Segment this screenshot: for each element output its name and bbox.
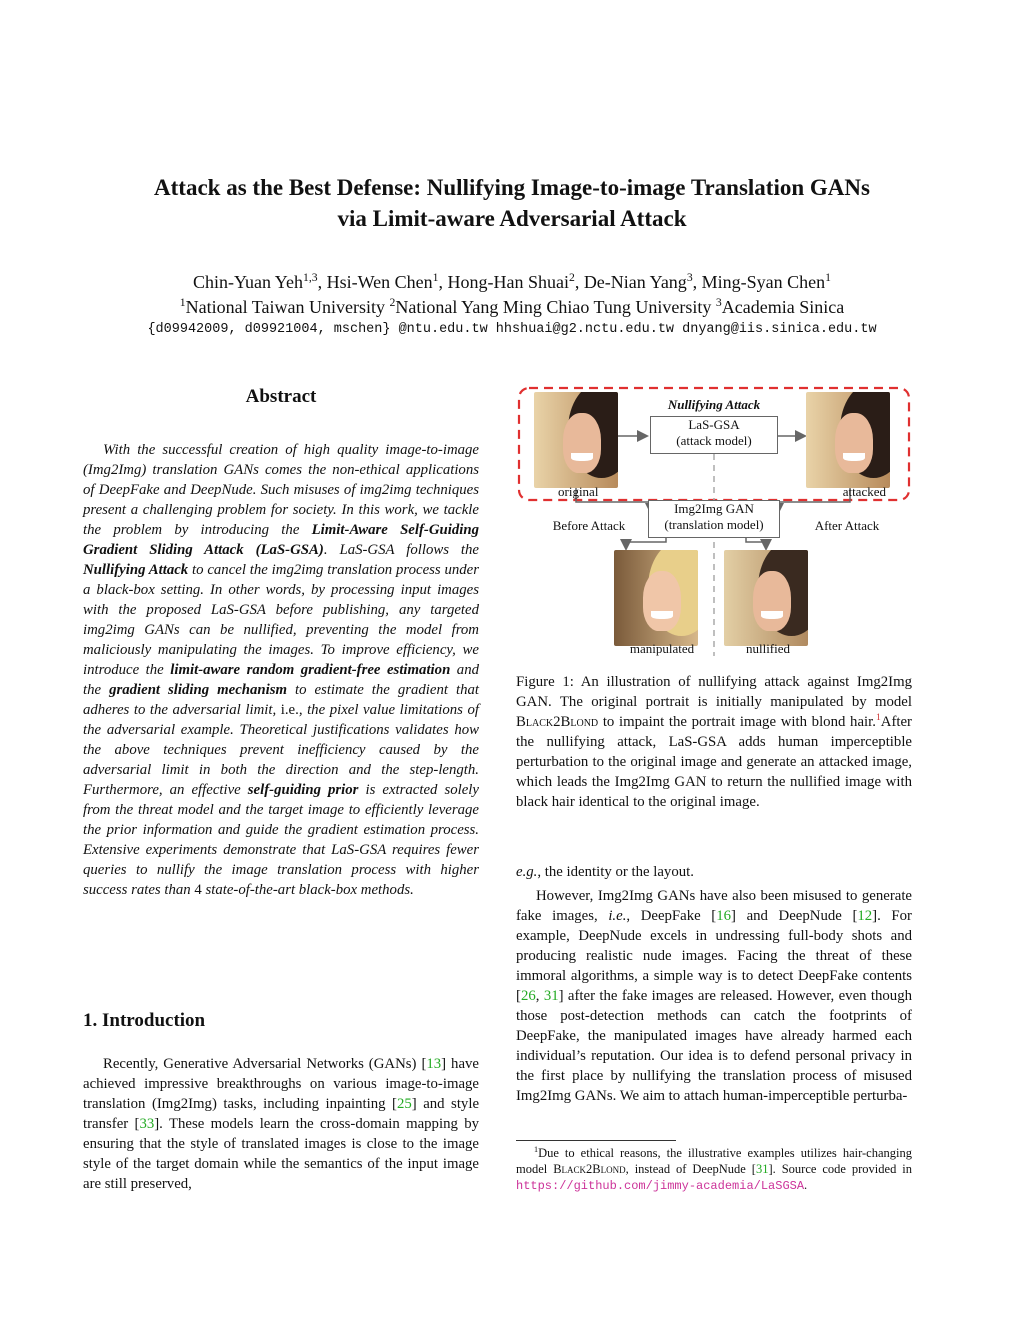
footnote-marker[interactable]: 1 (875, 712, 881, 724)
box-label: (attack model) (676, 433, 752, 448)
author-name: Hong-Han Shuai (447, 272, 569, 292)
intro-paragraph (83, 1054, 479, 1194)
figure-1 (516, 384, 912, 656)
original-portrait (534, 392, 618, 488)
abstract-span: to estimate the gradient that adheres to the adversarial limit, (83, 682, 479, 718)
affil-marker: 3 (715, 296, 722, 309)
citation-link[interactable]: 31 (755, 1162, 769, 1176)
attack-model-box (650, 416, 778, 454)
section-heading-introduction: 1. Introduction (83, 1010, 206, 1031)
right-span: i.e. (608, 908, 627, 924)
model-name: Black2Blond (553, 1162, 626, 1176)
nullified-portrait (724, 550, 808, 646)
footnote (516, 1145, 912, 1194)
source-code-link[interactable]: https://github.com/jimmy-academia/LaSGSA (516, 1179, 805, 1193)
abstract-span: state-of-the-art black-box methods. (201, 882, 414, 898)
figure-title: Nullifying Attack (667, 397, 761, 412)
box-label: LaS-GSA (688, 417, 740, 432)
author-block (40, 270, 984, 320)
footnote-rule (516, 1140, 676, 1141)
citation-link[interactable]: 26 (520, 988, 536, 1004)
model-name: Black2Blond (516, 714, 599, 730)
affil-marker: 2 (389, 296, 396, 309)
author-affil: 1,3 (303, 271, 318, 284)
box-label: (translation model) (664, 517, 764, 532)
author-affil: 3 (686, 271, 693, 284)
intro-span: Recently, Generative Adversarial Networks (GANs) [ (103, 1056, 427, 1072)
author-list: Chin-Yuan Yeh$^{1,3}$, Hsi-Wen Chen$^1$, Hong-Han Shuai$^2$, De-Nian Yang$^3$, Ming-Syan Chen$^1$ (192, 271, 831, 292)
affiliation-list (40, 295, 984, 320)
author-name: Chin-Yuan Yeh (192, 272, 303, 292)
abstract-bold: self-guiding prior (247, 782, 359, 798)
affiliation: National Taiwan University (185, 297, 386, 317)
attacked-portrait (806, 392, 890, 488)
author-affil: 1 (825, 271, 831, 284)
abstract-bold: limit-aware random gradient-free estimation (170, 662, 451, 678)
label-after-attack: After Attack (814, 518, 880, 533)
citation-link[interactable]: 25 (396, 1096, 412, 1112)
author-affil: 2 (568, 271, 575, 284)
abstract-span: , the pixel value limitations of the adversarial example. Theoretical justifications validates how the above techniques prevent inefficiency caused by the adversarial limit in both the direction and the step-length. Furthermore, an effective (83, 702, 479, 798)
manipulated-portrait (614, 550, 698, 646)
box-label: Img2Img GAN (674, 501, 754, 516)
abstract-span: is extracted solely from the threat model and the target image to efficiently leverage the prior information and guide the gradient estimation process. Extensive experiments demonstrate that LaS-GSA requires fewer queries to nullify the image translation process with higher success rates than (83, 782, 479, 898)
abstract-span: and the (83, 662, 479, 698)
abstract-span: . LaS-GSA follows the (323, 542, 479, 558)
caption-span: After the nullifying attack, LaS-GSA adds human imperceptible perturbation to the original image and generate an attacked image, which leads the Img2Img GAN to return the nullified image with black hair identical to the original image. (516, 714, 912, 810)
right-span: , (535, 988, 544, 1004)
caption-prefix: Figure 1: (516, 674, 574, 690)
affil-marker: 1 (179, 296, 186, 309)
abstract-span: With the successful creation of high quality image-to-image (Img2Img) translation GANs comes the non-ethical applications of DeepFake and DeepNude. Such misuses of img2img techniques present a challenging problem for society. In this work, we tackle the problem by introducing the (83, 442, 479, 538)
author-affil: 1 (432, 271, 439, 284)
abstract-span: to cancel the img2img translation process under a black-box setting. In other words, by processing input images with the proposed LaS-GSA before publishing, any targeted img2img GANs can be nullified, preventing the model from maliciously manipulating the images. To improve efficiency, we introduce the (83, 562, 479, 678)
right-span: ] and DeepNude [ (731, 908, 858, 924)
citation-link[interactable]: 33 (139, 1116, 155, 1132)
author-emails: {d09942009, d09921004, mschen} @ntu.edu.tw hhshuai@g2.nctu.edu.tw dnyang@iis.sinica.edu.tw (147, 322, 877, 337)
citation-link[interactable]: 13 (426, 1056, 442, 1072)
title-line-2: via Limit-aware Adversarial Attack (337, 206, 687, 231)
right-span: , DeepFake [ (626, 908, 717, 924)
abstract-span: i.e. (280, 702, 299, 718)
right-span: , the identity or the layout. (537, 864, 694, 880)
citation-link[interactable]: 12 (857, 908, 873, 924)
intro-span: ] have achieved impressive breakthroughs on various image-to-image translation (Img2Img) tasks, including inpainting [ (83, 1056, 479, 1112)
affiliation: National Yang Ming Chiao Tung University (395, 297, 712, 317)
label-manipulated: manipulated (629, 641, 695, 656)
footnote-number: 1 (534, 1144, 539, 1154)
footnote-span: , instead of DeepNude [ (625, 1162, 756, 1176)
footnote-span: Due to ethical reasons, the illustrative examples utilizes hair-changing model (516, 1146, 912, 1176)
abstract-heading: Abstract (245, 386, 317, 407)
figure-1-caption (516, 672, 912, 812)
author-name: Hsi-Wen Chen (326, 272, 433, 292)
paper-title (60, 172, 964, 234)
footnote-span: . (804, 1178, 808, 1192)
abstract-bold: gradient sliding mechanism (109, 682, 288, 698)
abstract-bold: Nullifying Attack (83, 562, 189, 578)
title-line-1: Attack as the Best Defense: Nullifying Image-to-image Translation GANs (154, 175, 870, 200)
right-span: e.g. (516, 864, 538, 880)
abstract-text (83, 440, 479, 900)
right-column-text (516, 862, 912, 1106)
caption-span: An illustration of nullifying attack against Img2Img GAN. The original portrait is initially manipulated by model (516, 674, 912, 710)
label-attacked: attacked (842, 484, 886, 499)
intro-span: ] and style transfer [ (83, 1096, 480, 1132)
abstract-number: 4 (194, 882, 202, 898)
label-original: original (558, 484, 599, 499)
right-span: However, Img2Img GANs have also been misused to generate fake images, (516, 888, 912, 924)
author-name: Ming-Syan Chen (701, 272, 826, 292)
right-span: ]. For example, DeepNude excels in undressing full-body shots and producing realistic nude images. Facing the threat of these immoral algorithms, a simple way is to detect DeepFake contents [ (516, 908, 912, 1004)
author-name: De-Nian Yang (583, 272, 687, 292)
intro-span: ]. These models learn the cross-domain mapping by ensuring that the style of translated images is close to the image style of the target domain while the semantics of the input image are still preserved, (83, 1116, 479, 1192)
affiliation: Academia Sinica (721, 297, 845, 317)
footnote-span: ]. Source code provided in (768, 1162, 912, 1176)
citation-link[interactable]: 31 (543, 988, 559, 1004)
abstract-bold: Limit-Aware Self-Guiding Gradient Sliding Attack (LaS-GSA) (83, 522, 479, 558)
caption-span: to impaint the portrait image with blond hair. (598, 714, 876, 730)
translation-model-box (648, 500, 780, 538)
citation-link[interactable]: 16 (716, 908, 732, 924)
label-before-attack: Before Attack (552, 518, 626, 533)
label-nullified: nullified (745, 641, 791, 656)
right-span: ] after the fake images are released. However, even though those post-detection methods can catch the footprints of DeepFake, the manipulated images have already harmed each individual’s reputation. Our idea is to defend personal privacy in the first place by nullifying the translation process of misused Img2Img GANs. We aim to attach human-imperceptible perturba- (516, 988, 913, 1104)
